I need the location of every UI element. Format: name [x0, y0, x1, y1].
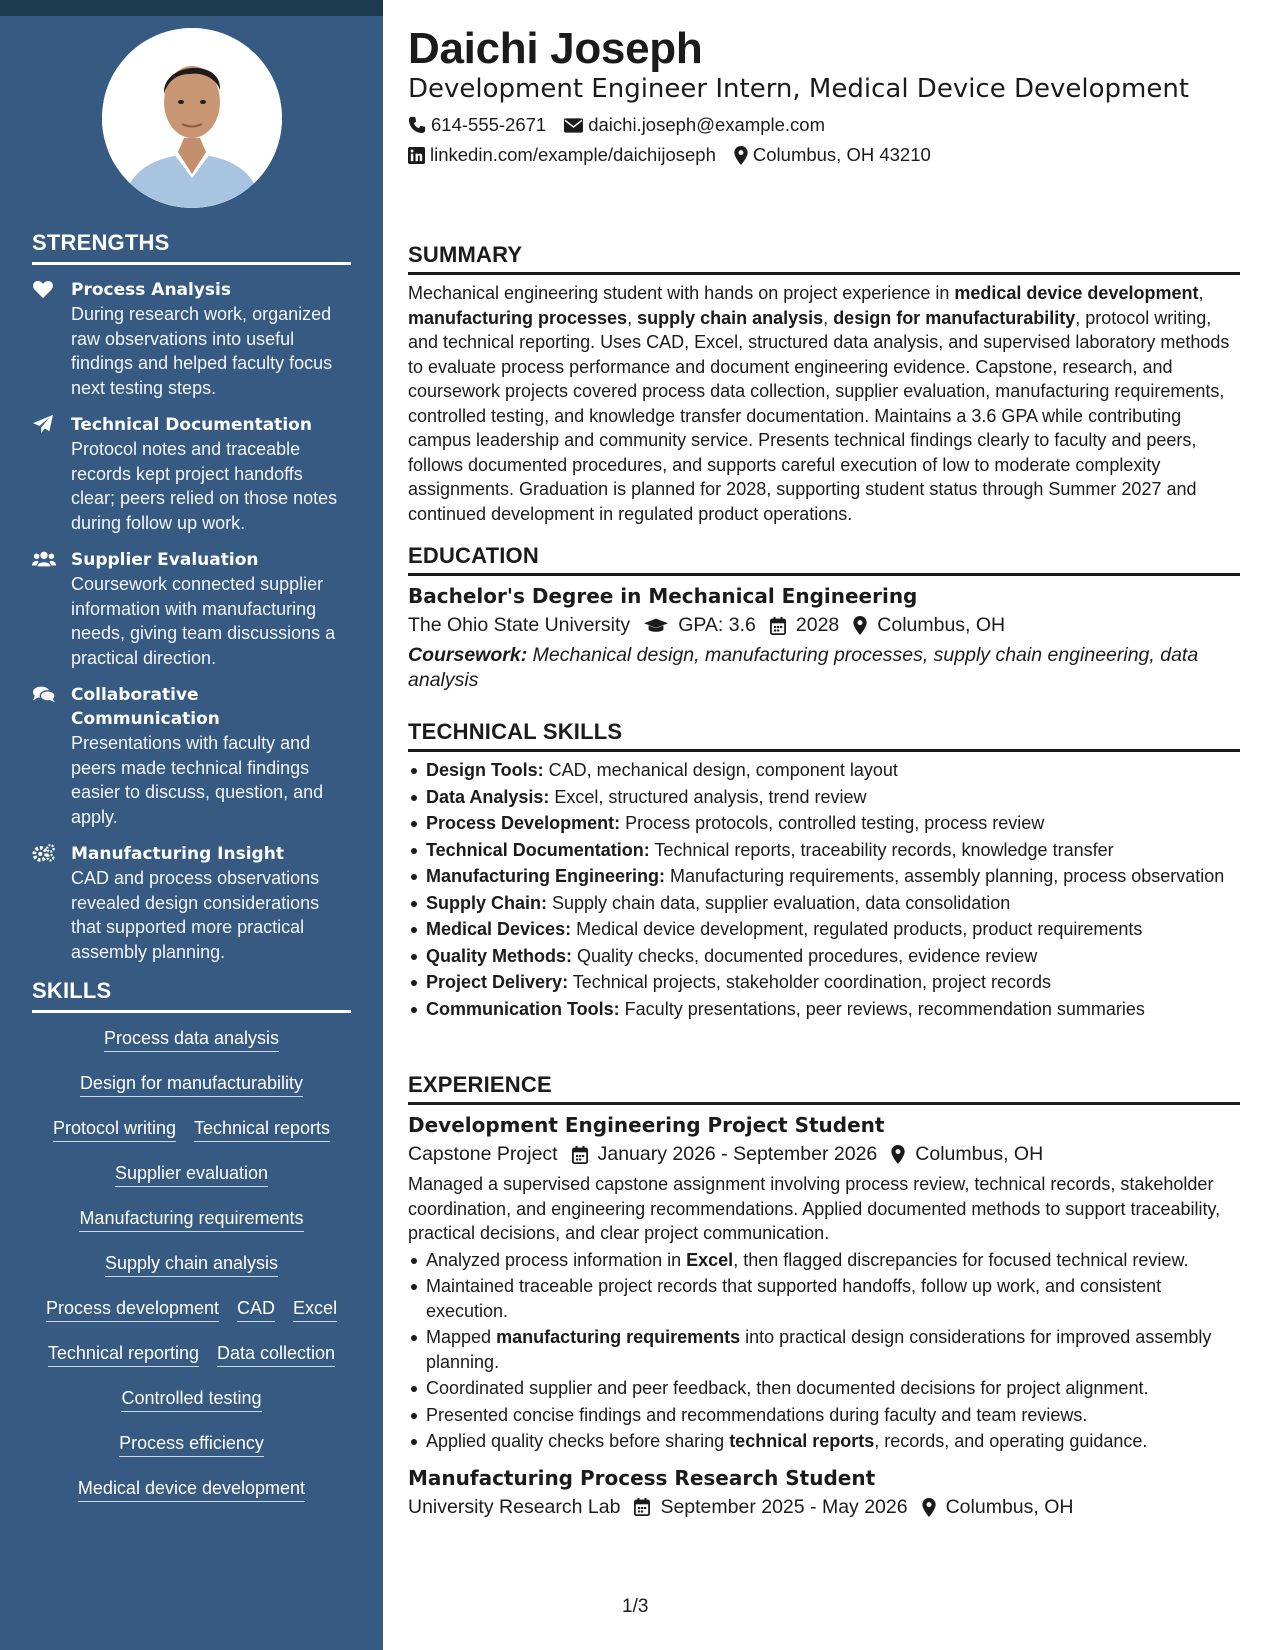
- technical-skill-item: [408, 864, 1240, 889]
- graduation-cap-icon: [644, 617, 668, 635]
- skill-tag: Manufacturing requirements: [79, 1207, 303, 1232]
- strength-title: Supplier Evaluation: [71, 550, 259, 570]
- job-dates: [572, 1143, 878, 1166]
- gpa-text: GPA: 3.6: [678, 614, 756, 636]
- skill-tag: Technical reports: [194, 1117, 330, 1142]
- map-marker-icon: [891, 1145, 905, 1164]
- calendar-icon: [634, 1498, 650, 1516]
- job-bullet: [408, 1248, 1240, 1273]
- summary-text: [408, 281, 1240, 526]
- map-marker-icon: [734, 146, 748, 165]
- bullet-text: Applied quality checks before sharing: [426, 1431, 730, 1451]
- contact-row: [408, 114, 843, 136]
- location-text: Columbus, OH 43210: [752, 144, 931, 165]
- year-text: 2028: [795, 614, 840, 636]
- bullet-text: Maintained traceable project records that supported handoffs, follow up work, and consistent execution.: [426, 1276, 1162, 1321]
- job-meta: [408, 1143, 1240, 1166]
- bullet-text: Analyzed process information in: [426, 1249, 687, 1270]
- phone-icon: [408, 116, 426, 134]
- envelope-icon: [564, 118, 583, 133]
- skills-section: [32, 978, 351, 1502]
- calendar-icon: [572, 1146, 588, 1164]
- skill-tag: Excel: [293, 1297, 337, 1322]
- cogs-icon: [32, 843, 56, 865]
- skill-tag: Process data analysis: [104, 1027, 279, 1052]
- technical-skill-item: [408, 838, 1240, 863]
- skill-category: Data Analysis:: [426, 786, 550, 807]
- heart-icon: [32, 279, 56, 301]
- map-marker-icon: [922, 1498, 936, 1517]
- strength-item: [32, 413, 351, 535]
- education-heading: EDUCATION: [408, 543, 1240, 576]
- skill-category: Project Delivery:: [426, 972, 569, 992]
- skill-details: Manufacturing requirements, assembly planning, process observation: [665, 866, 1225, 886]
- bullet-text: , records, and operating guidance.: [874, 1431, 1148, 1451]
- skill-details: CAD, mechanical design, component layout: [543, 760, 898, 780]
- technical-skill-item: [408, 997, 1240, 1022]
- job-bullet: [408, 1274, 1240, 1323]
- technical-skill-item: [408, 758, 1240, 783]
- profile-photo: [102, 28, 282, 208]
- technical-skills-section: [408, 719, 1240, 1023]
- job-bullet: [408, 1403, 1240, 1428]
- job-title: Development Engineer Intern, Medical Device Development: [408, 74, 1190, 104]
- strength-description: Presentations with faculty and peers made technical findings easier to discuss, question, and apply.: [71, 733, 324, 827]
- location-text: Columbus, OH: [877, 614, 1006, 636]
- summary-fragment: ,: [823, 307, 834, 328]
- job-dates: [634, 1496, 907, 1519]
- skill-category: Design Tools:: [426, 760, 544, 780]
- job-bullet: [408, 1429, 1240, 1454]
- skill-details: Excel, structured analysis, trend review: [549, 786, 867, 807]
- technical-skills-heading: TECHNICAL SKILLS: [408, 719, 1240, 752]
- skill-tag: Supplier evaluation: [115, 1162, 268, 1187]
- summary-keyword: supply chain analysis: [637, 307, 824, 328]
- experience-section: [408, 1072, 1240, 1519]
- job-title: Development Engineering Project Student: [408, 1113, 885, 1137]
- bullet-keyword: technical reports: [729, 1431, 875, 1451]
- sidebar-top-bar: [0, 0, 383, 16]
- summary-fragment: ,: [627, 307, 638, 328]
- school-name: The Ohio State University: [408, 614, 631, 636]
- phone-text: 614-555-2671: [431, 114, 547, 135]
- technical-skill-item: [408, 891, 1240, 916]
- email-text: daichi.joseph@example.com: [588, 114, 826, 135]
- skill-details: Faculty presentations, peer reviews, recommendation summaries: [619, 998, 1145, 1019]
- skill-category: Medical Devices:: [426, 919, 572, 939]
- education-meta: [408, 614, 1240, 637]
- bullet-text: into practical design considerations for improved assembly planning.: [426, 1327, 1212, 1372]
- skill-details: Technical projects, stakeholder coordination, project records: [568, 972, 1052, 992]
- job-location: [922, 1496, 1074, 1519]
- strength-item: [32, 842, 351, 964]
- map-marker-icon: [853, 616, 867, 635]
- strengths-heading: STRENGTHS: [32, 230, 351, 265]
- job-bullet: [408, 1325, 1240, 1374]
- strength-item: [32, 683, 351, 829]
- strength-title: Manufacturing Insight: [71, 844, 284, 864]
- strengths-section: [32, 230, 351, 964]
- technical-skills-list: [408, 758, 1240, 1021]
- education-location: [853, 614, 1005, 637]
- contact-row: [408, 144, 949, 166]
- coursework-text: Mechanical design, manufacturing processes, supply chain engineering, data analysis: [408, 644, 1199, 691]
- coursework-label: Coursework:: [408, 644, 528, 666]
- bullet-text: Mapped: [426, 1327, 497, 1347]
- strength-description: CAD and process observations revealed design considerations that supported more practical assembly planning.: [71, 868, 320, 962]
- education-section: [408, 543, 1240, 693]
- skill-tag: Controlled testing: [121, 1387, 261, 1412]
- bullet-text: , then flagged discrepancies for focused technical review.: [733, 1249, 1189, 1270]
- bullet-text: Presented concise findings and recommendations during faculty and team reviews.: [426, 1404, 1088, 1425]
- skill-details: Process protocols, controlled testing, process review: [620, 813, 1045, 833]
- skill-tag: Design for manufacturability: [80, 1072, 303, 1097]
- skill-details: Medical device development, regulated products, product requirements: [571, 919, 1143, 939]
- comments-icon: [32, 684, 56, 706]
- strength-description: Coursework connected supplier information with manufacturing needs, giving team discussions a practical direction.: [71, 574, 336, 668]
- skill-tag: CAD: [237, 1297, 275, 1322]
- paper-plane-icon: [32, 414, 56, 436]
- experience-heading: EXPERIENCE: [408, 1072, 1240, 1105]
- dates-text: September 2025 - May 2026: [660, 1495, 908, 1518]
- strength-description: Protocol notes and traceable records kept project handoffs clear; peers relied on those notes during follow up work.: [71, 439, 338, 533]
- coursework: [408, 643, 1240, 693]
- bullet-keyword: manufacturing requirements: [496, 1327, 741, 1347]
- skills-cloud: [32, 1027, 351, 1502]
- bullet-text: Coordinated supplier and peer feedback, then documented decisions for project alignment.: [426, 1378, 1149, 1398]
- bullet-keyword: Excel: [686, 1249, 734, 1270]
- skill-tag: Protocol writing: [53, 1117, 176, 1142]
- strength-title: Technical Documentation: [71, 415, 312, 435]
- summary-heading: SUMMARY: [408, 242, 1240, 275]
- skill-category: Process Development:: [426, 813, 621, 833]
- strength-item: [32, 278, 351, 400]
- skill-tag: Process development: [46, 1297, 219, 1322]
- gpa: [644, 614, 756, 637]
- dates-text: January 2026 - September 2026: [597, 1143, 878, 1165]
- linkedin-contact[interactable]: [408, 144, 716, 166]
- summary-keyword: design for manufacturability: [833, 307, 1076, 328]
- job-title: Manufacturing Process Research Student: [408, 1465, 876, 1490]
- skill-details: Supply chain data, supplier evaluation, data consolidation: [547, 892, 1011, 913]
- skill-tag: Technical reporting: [48, 1342, 199, 1367]
- strength-description: During research work, organized raw observations into useful findings and helped faculty focus next testing steps.: [71, 304, 333, 398]
- summary-fragment: Mechanical engineering student with hands on project experience in: [408, 283, 955, 303]
- phone-contact[interactable]: [408, 114, 546, 136]
- strength-item: [32, 548, 351, 670]
- summary-keyword: manufacturing processes: [408, 307, 628, 328]
- location-contact: [734, 144, 931, 166]
- organization: University Research Lab: [408, 1495, 621, 1518]
- summary-fragment: , protocol writing, and technical reporting. Uses CAD, Excel, structured data analysis, and supervised laboratory methods to evaluate process performance and document engineering evidence. Capstone, research, and coursework projects covered process data collection, supplier evaluation, manufacturing requirements, controlled testing, and knowledge transfer documentation. Maintains a 3.6 GPA while contributing campus leadership and community service. Presents technical findings clearly to faculty and peers, follows documented procedures, and supports careful execution of low to moderate complexity assignments. Graduation is planned for 2028, supporting student status through Summer 2027 and continued development in regulated product operations.: [408, 307, 1230, 524]
- skill-tag: Supply chain analysis: [105, 1252, 278, 1277]
- summary-keyword: medical device development: [954, 283, 1199, 303]
- technical-skill-item: [408, 917, 1240, 942]
- skill-category: Technical Documentation:: [426, 839, 650, 860]
- organization: Capstone Project: [408, 1143, 558, 1165]
- skill-category: Communication Tools:: [426, 998, 620, 1019]
- skill-details: Quality checks, documented procedures, evidence review: [572, 945, 1038, 966]
- job-bullet: [408, 1376, 1240, 1401]
- job-bullets: [408, 1248, 1240, 1454]
- job-summary: Managed a supervised capstone assignment involving process review, technical records, stakeholder coordination, and engineering recommendations. Applied documented methods to support traceability, practical decisions, and clear project communication.: [408, 1174, 1221, 1243]
- technical-skill-item: [408, 811, 1240, 836]
- technical-skill-item: [408, 785, 1240, 810]
- skill-tag: Medical device development: [78, 1477, 305, 1502]
- linkedin-text: linkedin.com/example/daichijoseph: [430, 144, 716, 165]
- sidebar: [0, 16, 383, 1650]
- skills-heading: SKILLS: [32, 978, 351, 1013]
- summary-fragment: ,: [1198, 283, 1204, 303]
- skill-category: Supply Chain:: [426, 892, 547, 913]
- email-contact[interactable]: [564, 114, 825, 136]
- job-location: [891, 1143, 1043, 1166]
- skill-category: Quality Methods:: [426, 945, 573, 966]
- location-text: Columbus, OH: [915, 1143, 1044, 1165]
- skill-category: Manufacturing Engineering:: [426, 866, 666, 886]
- strength-title: Collaborative Communication: [71, 685, 220, 729]
- candidate-name: Daichi Joseph: [408, 24, 703, 73]
- job-meta: [408, 1496, 1240, 1519]
- skill-tag: Process efficiency: [119, 1432, 264, 1457]
- skill-details: Technical reports, traceability records, knowledge transfer: [649, 839, 1114, 860]
- strength-title: Process Analysis: [71, 280, 231, 300]
- page-number: 1/3: [622, 1596, 649, 1617]
- users-icon: [32, 549, 56, 571]
- technical-skill-item: [408, 944, 1240, 969]
- calendar-icon: [770, 617, 786, 635]
- location-text: Columbus, OH: [945, 1495, 1074, 1518]
- graduation-year: [770, 614, 839, 637]
- technical-skill-item: [408, 970, 1240, 995]
- linkedin-icon: [408, 147, 425, 164]
- skill-tag: Data collection: [217, 1342, 335, 1367]
- summary-section: [408, 242, 1240, 526]
- degree-title: Bachelor's Degree in Mechanical Engineering: [408, 584, 918, 608]
